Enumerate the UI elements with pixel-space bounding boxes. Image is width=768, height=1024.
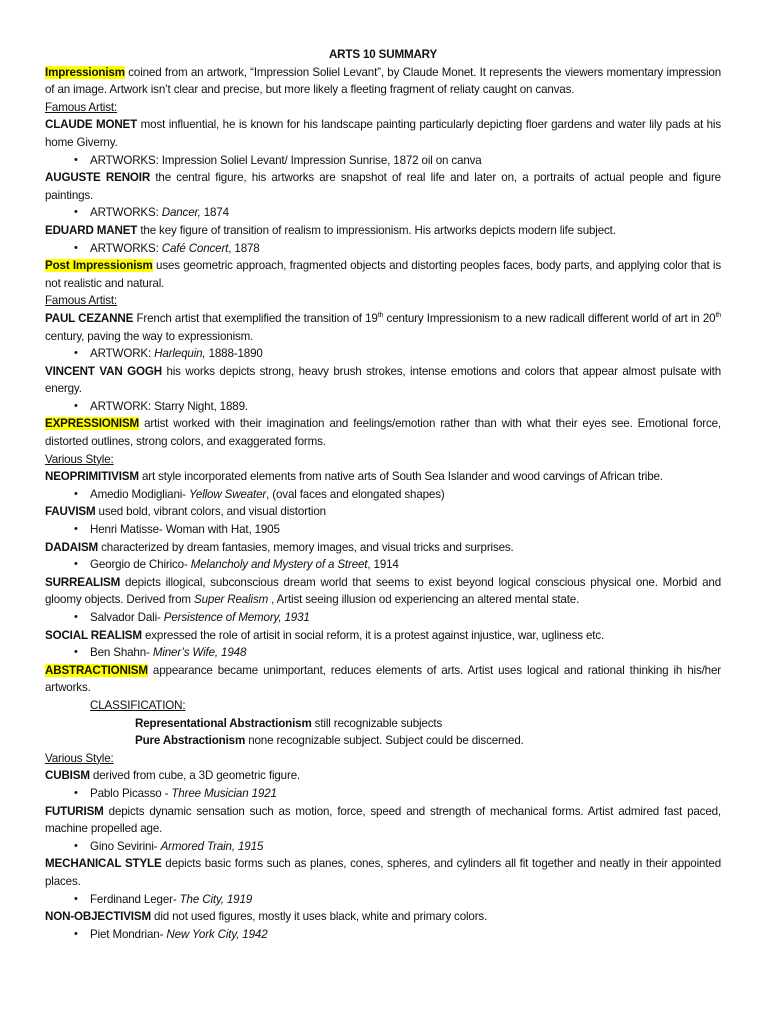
artist-description: his works depicts strong, heavy brush strokes, intense emotions and colors that appear almost pulsate with energy. [45, 364, 721, 396]
artwork-manet [45, 240, 721, 258]
artist-name: EDUARD MANET [45, 223, 138, 237]
artwork-detail: , 1914 [367, 558, 399, 572]
style-name: CUBISM [45, 769, 90, 783]
abstractionism-paragraph [45, 662, 721, 697]
style-description: characterized by dream fantasies, memory images, and visual tricks and surprises. [98, 540, 514, 554]
style-fauvism [45, 503, 721, 521]
style-dadaism [45, 539, 721, 557]
artist-monet [45, 116, 721, 151]
classification-description: still recognizable subjects [311, 716, 443, 730]
style-name: NEOPRIMITIVISM [45, 470, 139, 484]
style-name: FAUVISM [45, 505, 96, 519]
classification-label: CLASSIFICATION: [90, 698, 186, 712]
document-body [45, 46, 721, 943]
artwork-mondrian [45, 926, 721, 944]
artwork-matisse: • Henri Matisse- Woman with Hat, 1905 [45, 521, 721, 539]
style-name: FUTURISM [45, 804, 104, 818]
artwork-title: Impression Soliel Levant/ Impression Sunrise [161, 153, 388, 167]
style-mechanical [45, 855, 721, 890]
classification-term: Pure Abstractionism [135, 734, 246, 748]
artwork-artist: Gino Sevirini- [90, 839, 161, 853]
artist-description: century Impressionism to a new radicall different world of art in 20 [383, 311, 716, 325]
style-description: used bold, vibrant colors, and visual distortion [95, 505, 326, 519]
artwork-de-chirico [45, 556, 721, 574]
artist-renoir [45, 169, 721, 204]
impressionism-paragraph [45, 64, 721, 99]
impressionism-definition: coined from an artwork, “Impression Soliel Levant”, by Claude Monet. It represents the viewers momentary impression of an image. Artwork isn’t clear and precise, but more likely a fleeting fragment of reliaty caught on canvas. [45, 65, 721, 97]
style-name: MECHANICAL STYLE [45, 857, 162, 871]
artwork-title: The City, 1919 [179, 892, 253, 906]
expressionism-definition: artist worked with their imagination and feelings/emotion rather than with what their eyes see. Emotional force, distorted outlines, strong colors, and exaggerated forms. [45, 417, 721, 449]
artist-name: CLAUDE MONET [45, 118, 138, 132]
artwork-artist: Ben Shahn- [90, 646, 153, 660]
artwork-title: Melancholy and Mystery of a Street [190, 558, 368, 572]
artist-description: the central figure, his artworks are snapshot of real life and later on, a portraits of actual people and figure paintings. [45, 171, 721, 202]
artwork-prefix: ARTWORKS: [90, 153, 162, 167]
style-term-italic: Super Realism [194, 593, 269, 607]
style-name: NON-OBJECTIVISM [45, 910, 151, 924]
artwork-artist: Georgio de Chirico- [90, 558, 191, 572]
superscript: th [377, 312, 384, 320]
artwork-monet [45, 152, 721, 170]
style-non-objectivism [45, 908, 721, 926]
style-name: SURREALISM [45, 575, 121, 589]
post-impressionism-term: Post Impressionism [45, 259, 153, 273]
artwork-prefix: ARTWORKS: [90, 241, 162, 255]
classification-pure [45, 732, 721, 750]
style-name: DADAISM [45, 540, 99, 554]
artwork-artist: Pablo Picasso - [90, 786, 172, 800]
artwork-artist: Piet Mondrian- [90, 927, 167, 941]
artwork-severini [45, 838, 721, 856]
artwork-artist: Salvador Dali- [90, 611, 164, 624]
artist-name: PAUL CEZANNE [45, 311, 134, 325]
artwork-cezanne [45, 345, 721, 363]
artwork-van-gogh: • ARTWORK: Starry Night, 1889. [45, 398, 721, 416]
artwork-title: Yellow Sweater [188, 487, 267, 501]
document-title: ARTS 10 SUMMARY [328, 48, 438, 61]
abstractionism-definition: appearance became unimportant, reduces elements of arts. Artist uses logical and rational thinking ih his/her artworks. [45, 663, 721, 695]
artwork-leger [45, 891, 721, 909]
various-style-label: Various Style: [45, 751, 114, 765]
artwork-title: Miner’s Wife, 1948 [152, 646, 247, 660]
artist-name: VINCENT VAN GOGH [45, 364, 162, 378]
artwork-renoir [45, 204, 721, 222]
artwork-detail: 1888-1890 [205, 347, 263, 361]
artwork-title: New York City, 1942 [166, 927, 268, 941]
style-description: depicts illogical, subconscious dream world that seems to exist beyond logical conscious physical one. Morbid and gloomy objects. Derived from [45, 575, 721, 607]
style-description: did not used figures, mostly it uses black, white and primary colors. [150, 910, 488, 924]
artist-description: French artist that exemplified the transition of 19 [133, 311, 378, 325]
abstractionism-term: ABSTRACTIONISM [45, 663, 148, 677]
style-description: derived from cube, a 3D geometric figure. [89, 769, 301, 783]
artwork-detail: , 1878 [228, 241, 260, 255]
artwork-title: Persistence of Memory, 1931 [163, 611, 310, 624]
artwork-title: Dancer, [161, 206, 201, 220]
artwork-title: Café Concert [161, 241, 229, 255]
artist-manet [45, 222, 721, 240]
artist-van-gogh [45, 363, 721, 398]
style-neoprimitivism [45, 468, 721, 486]
artwork-dali [45, 609, 721, 627]
famous-artist-label: Famous Artist: [45, 294, 117, 308]
artwork-title: Three Musician 1921 [171, 786, 277, 800]
artwork-shahn [45, 644, 721, 662]
post-impressionism-definition: uses geometric approach, fragmented objects and distorting peoples faces, body parts, and applying color that is not realistic and natural. [45, 259, 721, 290]
artwork-detail: 1874 [200, 206, 229, 220]
style-name: SOCIAL REALISM [45, 628, 142, 642]
superscript: th [715, 312, 722, 320]
style-description: expressed the role of artisit in social reform, it is a protest against injustice, war, ugliness etc. [141, 628, 605, 642]
artist-name: AUGUSTE RENOIR [45, 171, 151, 185]
style-description: art style incorporated elements from native arts of South Sea Islander and wood carvings of African tribe. [138, 470, 663, 484]
expressionism-term: EXPRESSIONISM [45, 417, 140, 431]
artist-cezanne [45, 310, 721, 345]
artwork-artist: Amedio Modigliani- [90, 487, 189, 501]
artwork-title: Harlequin, [154, 347, 206, 361]
expressionism-paragraph [45, 415, 721, 450]
style-description: depicts dynamic sensation such as motion, force, speed and strength of mechanical forms. Artist admired fast paced, machine propelled age. [45, 804, 721, 836]
artwork-prefix: ARTWORK: [90, 347, 155, 361]
artist-description: most influential, he is known for his landscape painting particularly depicting floer gardens and water lily pads at his home Giverny. [45, 118, 721, 149]
artwork-detail: , 1872 oil on canva [387, 153, 482, 167]
various-style-label: Various Style: [45, 452, 114, 466]
style-description: depicts basic forms such as planes, cones, spheres, and cylinders all fit together and neatly in their appointed places. [45, 857, 721, 888]
artwork-modigliani [45, 486, 721, 504]
artist-description: century, paving the way to expressionism. [45, 329, 254, 343]
famous-artist-label: Famous Artist: [45, 100, 117, 114]
classification-description: none recognizable subject. Subject could be discerned. [245, 734, 524, 748]
style-surrealism [45, 574, 721, 609]
style-social-realism [45, 627, 721, 645]
artwork-title: Armored Train, 1915 [160, 839, 264, 853]
artist-description: the key figure of transition of realism to impressionism. His artworks depicts modern life subject. [137, 223, 616, 237]
artwork-picasso [45, 785, 721, 803]
artwork-detail: , (oval faces and elongated shapes) [266, 487, 445, 501]
post-impressionism-paragraph [45, 257, 721, 292]
style-description: , Artist seeing illusion od experiencing an altered mental state. [268, 593, 580, 607]
impressionism-term: Impressionism [45, 65, 125, 79]
artwork-artist: Ferdinand Leger- [90, 892, 180, 906]
classification-term: Representational Abstractionism [135, 716, 312, 730]
style-futurism [45, 803, 721, 838]
artwork-prefix: ARTWORKS: [90, 206, 162, 220]
style-cubism [45, 767, 721, 785]
classification-representational [45, 715, 721, 733]
